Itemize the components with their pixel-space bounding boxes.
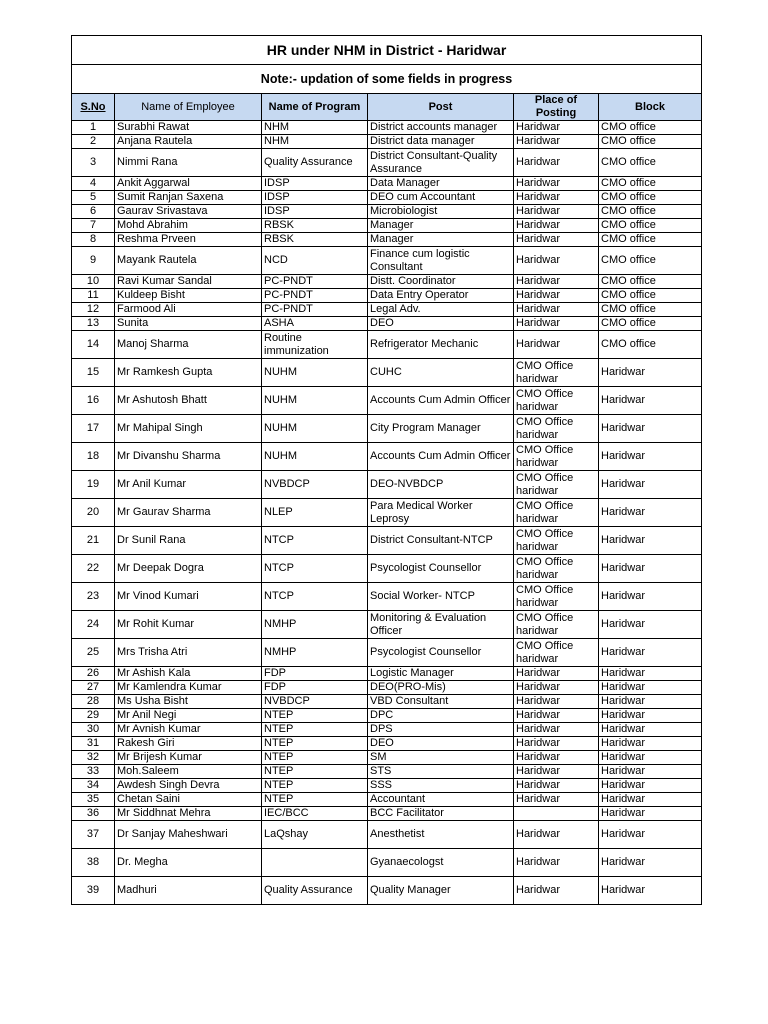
hr-table: [71, 35, 702, 905]
cell-block: Haridwar: [599, 611, 702, 639]
cell-employee-name: Mr Brijesh Kumar: [115, 751, 262, 765]
cell-post: Logistic Manager: [368, 667, 514, 681]
table-row: [72, 639, 702, 667]
cell-sno: 4: [72, 177, 115, 191]
cell-program: PC-PNDT: [262, 289, 368, 303]
cell-block: Haridwar: [599, 527, 702, 555]
cell-sno: 21: [72, 527, 115, 555]
cell-sno: 6: [72, 205, 115, 219]
cell-place-of-posting: Haridwar: [514, 205, 599, 219]
cell-block: CMO office: [599, 135, 702, 149]
cell-post: Finance cum logistic Consultant: [368, 247, 514, 275]
table-row: [72, 555, 702, 583]
cell-program: Quality Assurance: [262, 877, 368, 905]
cell-post: Accounts Cum Admin Officer: [368, 387, 514, 415]
cell-post: Microbiologist: [368, 205, 514, 219]
cell-post: Manager: [368, 233, 514, 247]
cell-program: RBSK: [262, 219, 368, 233]
cell-post: DEO cum Accountant: [368, 191, 514, 205]
cell-employee-name: Mr Divanshu Sharma: [115, 443, 262, 471]
cell-program: NCD: [262, 247, 368, 275]
cell-place-of-posting: Haridwar: [514, 821, 599, 849]
cell-employee-name: Mr Kamlendra Kumar: [115, 681, 262, 695]
table-row: [72, 359, 702, 387]
cell-post: SM: [368, 751, 514, 765]
cell-block: CMO office: [599, 149, 702, 177]
table-row: [72, 611, 702, 639]
cell-program: IDSP: [262, 191, 368, 205]
cell-employee-name: Mr Ashutosh Bhatt: [115, 387, 262, 415]
cell-place-of-posting: CMO Office haridwar: [514, 443, 599, 471]
table-row: [72, 499, 702, 527]
cell-sno: 24: [72, 611, 115, 639]
cell-post: District Consultant-Quality Assurance: [368, 149, 514, 177]
cell-sno: 39: [72, 877, 115, 905]
cell-employee-name: Mr Rohit Kumar: [115, 611, 262, 639]
cell-employee-name: Mr Mahipal Singh: [115, 415, 262, 443]
cell-sno: 16: [72, 387, 115, 415]
cell-program: RBSK: [262, 233, 368, 247]
cell-post: Quality Manager: [368, 877, 514, 905]
cell-sno: 10: [72, 275, 115, 289]
cell-employee-name: Anjana Rautela: [115, 135, 262, 149]
cell-block: CMO office: [599, 233, 702, 247]
cell-employee-name: Kuldeep Bisht: [115, 289, 262, 303]
cell-sno: 11: [72, 289, 115, 303]
cell-program: NUHM: [262, 387, 368, 415]
cell-sno: 7: [72, 219, 115, 233]
cell-program: NTEP: [262, 751, 368, 765]
sheet-title: HR under NHM in District - Haridwar: [72, 36, 702, 65]
table-row: [72, 751, 702, 765]
cell-place-of-posting: Haridwar: [514, 877, 599, 905]
cell-block: CMO office: [599, 219, 702, 233]
cell-employee-name: Moh.Saleem: [115, 765, 262, 779]
cell-employee-name: Nimmi Rana: [115, 149, 262, 177]
cell-program: IDSP: [262, 177, 368, 191]
cell-sno: 1: [72, 121, 115, 135]
cell-block: Haridwar: [599, 709, 702, 723]
cell-employee-name: Mr Anil Kumar: [115, 471, 262, 499]
cell-block: Haridwar: [599, 499, 702, 527]
table-row: [72, 667, 702, 681]
header-row: [72, 94, 702, 121]
table-row: [72, 275, 702, 289]
cell-place-of-posting: CMO Office haridwar: [514, 639, 599, 667]
cell-program: NHM: [262, 135, 368, 149]
cell-program: NUHM: [262, 359, 368, 387]
cell-employee-name: Sumit Ranjan Saxena: [115, 191, 262, 205]
cell-post: DEO-NVBDCP: [368, 471, 514, 499]
cell-program: [262, 849, 368, 877]
cell-program: LaQshay: [262, 821, 368, 849]
cell-employee-name: Mrs Trisha Atri: [115, 639, 262, 667]
cell-post: CUHC: [368, 359, 514, 387]
cell-sno: 33: [72, 765, 115, 779]
cell-employee-name: Farmood Ali: [115, 303, 262, 317]
cell-place-of-posting: Haridwar: [514, 737, 599, 751]
col-header-program[interactable]: Name of Program: [262, 94, 368, 121]
cell-post: DEO: [368, 737, 514, 751]
cell-employee-name: Mr Siddhnat Mehra: [115, 807, 262, 821]
table-row: [72, 709, 702, 723]
cell-program: PC-PNDT: [262, 303, 368, 317]
cell-block: Haridwar: [599, 583, 702, 611]
cell-employee-name: Ankit Aggarwal: [115, 177, 262, 191]
cell-program: NMHP: [262, 639, 368, 667]
table-row: [72, 317, 702, 331]
cell-block: Haridwar: [599, 695, 702, 709]
cell-block: Haridwar: [599, 877, 702, 905]
sheet-note: Note:- updation of some fields in progress: [72, 65, 702, 94]
cell-post: Data Entry Operator: [368, 289, 514, 303]
table-row: [72, 849, 702, 877]
cell-post: Psycologist Counsellor: [368, 555, 514, 583]
cell-block: Haridwar: [599, 807, 702, 821]
table-row: [72, 191, 702, 205]
cell-employee-name: Ms Usha Bisht: [115, 695, 262, 709]
cell-program: NTEP: [262, 779, 368, 793]
col-header-sno[interactable]: S.No: [72, 94, 115, 121]
cell-post: Monitoring & Evaluation Officer: [368, 611, 514, 639]
cell-program: FDP: [262, 681, 368, 695]
cell-post: Para Medical Worker Leprosy: [368, 499, 514, 527]
cell-program: NTCP: [262, 583, 368, 611]
cell-sno: 37: [72, 821, 115, 849]
cell-place-of-posting: Haridwar: [514, 751, 599, 765]
col-header-name[interactable]: Name of Employee: [115, 94, 262, 121]
cell-block: Haridwar: [599, 667, 702, 681]
table-row: [72, 121, 702, 135]
cell-program: NTEP: [262, 737, 368, 751]
cell-place-of-posting: Haridwar: [514, 191, 599, 205]
cell-sno: 14: [72, 331, 115, 359]
table-row: [72, 793, 702, 807]
cell-program: NTEP: [262, 765, 368, 779]
cell-block: CMO office: [599, 205, 702, 219]
table-row: [72, 233, 702, 247]
cell-block: Haridwar: [599, 359, 702, 387]
cell-post: District accounts manager: [368, 121, 514, 135]
cell-post: Accountant: [368, 793, 514, 807]
table-row: [72, 723, 702, 737]
cell-employee-name: Gaurav Srivastava: [115, 205, 262, 219]
cell-employee-name: Manoj Sharma: [115, 331, 262, 359]
table-row: [72, 779, 702, 793]
cell-block: Haridwar: [599, 765, 702, 779]
cell-place-of-posting: Haridwar: [514, 681, 599, 695]
cell-program: NHM: [262, 121, 368, 135]
cell-post: STS: [368, 765, 514, 779]
cell-block: CMO office: [599, 177, 702, 191]
cell-program: FDP: [262, 667, 368, 681]
cell-post: VBD Consultant: [368, 695, 514, 709]
cell-sno: 27: [72, 681, 115, 695]
cell-block: CMO office: [599, 121, 702, 135]
cell-place-of-posting: Haridwar: [514, 317, 599, 331]
cell-block: Haridwar: [599, 779, 702, 793]
cell-employee-name: Mr Vinod Kumari: [115, 583, 262, 611]
cell-employee-name: Dr Sunil Rana: [115, 527, 262, 555]
cell-place-of-posting: CMO Office haridwar: [514, 471, 599, 499]
col-header-place[interactable]: Place of Posting: [514, 94, 599, 121]
cell-sno: 20: [72, 499, 115, 527]
cell-sno: 9: [72, 247, 115, 275]
cell-post: Gyanaecologst: [368, 849, 514, 877]
cell-place-of-posting: Haridwar: [514, 723, 599, 737]
cell-post: Refrigerator Mechanic: [368, 331, 514, 359]
cell-block: Haridwar: [599, 415, 702, 443]
cell-place-of-posting: CMO Office haridwar: [514, 499, 599, 527]
cell-place-of-posting: CMO Office haridwar: [514, 387, 599, 415]
cell-sno: 18: [72, 443, 115, 471]
cell-employee-name: Mr Gaurav Sharma: [115, 499, 262, 527]
cell-program: NUHM: [262, 443, 368, 471]
cell-place-of-posting: Haridwar: [514, 709, 599, 723]
cell-sno: 29: [72, 709, 115, 723]
cell-place-of-posting: Haridwar: [514, 247, 599, 275]
col-header-post[interactable]: Post: [368, 94, 514, 121]
cell-place-of-posting: Haridwar: [514, 667, 599, 681]
cell-block: Haridwar: [599, 443, 702, 471]
cell-block: Haridwar: [599, 639, 702, 667]
cell-program: NVBDCP: [262, 695, 368, 709]
cell-program: NTEP: [262, 793, 368, 807]
cell-post: Manager: [368, 219, 514, 233]
cell-sno: 13: [72, 317, 115, 331]
cell-sno: 25: [72, 639, 115, 667]
cell-post: DEO: [368, 317, 514, 331]
cell-employee-name: Mohd Abrahim: [115, 219, 262, 233]
cell-block: Haridwar: [599, 821, 702, 849]
cell-employee-name: Mr Ashish Kala: [115, 667, 262, 681]
table-row: [72, 177, 702, 191]
table-row: [72, 765, 702, 779]
cell-sno: 30: [72, 723, 115, 737]
cell-sno: 38: [72, 849, 115, 877]
table-row: [72, 471, 702, 499]
cell-sno: 22: [72, 555, 115, 583]
cell-place-of-posting: CMO Office haridwar: [514, 611, 599, 639]
cell-post: District Consultant-NTCP: [368, 527, 514, 555]
cell-sno: 3: [72, 149, 115, 177]
table-row: [72, 443, 702, 471]
cell-sno: 28: [72, 695, 115, 709]
cell-program: IEC/BCC: [262, 807, 368, 821]
cell-program: ASHA: [262, 317, 368, 331]
cell-sno: 26: [72, 667, 115, 681]
cell-block: CMO office: [599, 331, 702, 359]
cell-program: NTCP: [262, 555, 368, 583]
cell-post: Legal Adv.: [368, 303, 514, 317]
cell-sno: 31: [72, 737, 115, 751]
cell-program: Quality Assurance: [262, 149, 368, 177]
cell-post: DPC: [368, 709, 514, 723]
cell-program: PC-PNDT: [262, 275, 368, 289]
cell-post: BCC Facilitator: [368, 807, 514, 821]
table-row: [72, 289, 702, 303]
cell-employee-name: Chetan Saini: [115, 793, 262, 807]
cell-place-of-posting: Haridwar: [514, 149, 599, 177]
cell-place-of-posting: Haridwar: [514, 233, 599, 247]
cell-block: Haridwar: [599, 555, 702, 583]
cell-block: CMO office: [599, 289, 702, 303]
cell-employee-name: Mayank Rautela: [115, 247, 262, 275]
cell-post: Data Manager: [368, 177, 514, 191]
cell-place-of-posting: Haridwar: [514, 219, 599, 233]
cell-post: Psycologist Counsellor: [368, 639, 514, 667]
table-row: [72, 527, 702, 555]
cell-post: DPS: [368, 723, 514, 737]
cell-block: Haridwar: [599, 737, 702, 751]
table-row: [72, 583, 702, 611]
cell-program: IDSP: [262, 205, 368, 219]
table-row: [72, 135, 702, 149]
cell-place-of-posting: [514, 807, 599, 821]
cell-program: NVBDCP: [262, 471, 368, 499]
cell-employee-name: Mr Deepak Dogra: [115, 555, 262, 583]
cell-employee-name: Madhuri: [115, 877, 262, 905]
table-row: [72, 303, 702, 317]
cell-employee-name: Reshma Prveen: [115, 233, 262, 247]
cell-place-of-posting: Haridwar: [514, 793, 599, 807]
cell-block: CMO office: [599, 317, 702, 331]
table-row: [72, 387, 702, 415]
cell-place-of-posting: CMO Office haridwar: [514, 555, 599, 583]
cell-post: DEO(PRO-Mis): [368, 681, 514, 695]
cell-employee-name: Awdesh Singh Devra: [115, 779, 262, 793]
cell-block: Haridwar: [599, 849, 702, 877]
cell-employee-name: Mr Anil Negi: [115, 709, 262, 723]
cell-program: NTCP: [262, 527, 368, 555]
cell-employee-name: Dr Sanjay Maheshwari: [115, 821, 262, 849]
cell-post: SSS: [368, 779, 514, 793]
cell-block: Haridwar: [599, 387, 702, 415]
cell-place-of-posting: Haridwar: [514, 849, 599, 877]
cell-place-of-posting: Haridwar: [514, 135, 599, 149]
table-row: [72, 737, 702, 751]
cell-employee-name: Surabhi Rawat: [115, 121, 262, 135]
cell-place-of-posting: CMO Office haridwar: [514, 527, 599, 555]
cell-place-of-posting: CMO Office haridwar: [514, 359, 599, 387]
cell-sno: 2: [72, 135, 115, 149]
cell-sno: 15: [72, 359, 115, 387]
col-header-block[interactable]: Block: [599, 94, 702, 121]
table-row: [72, 695, 702, 709]
cell-place-of-posting: Haridwar: [514, 331, 599, 359]
table-row: [72, 821, 702, 849]
table-row: [72, 807, 702, 821]
cell-block: CMO office: [599, 275, 702, 289]
cell-sno: 23: [72, 583, 115, 611]
cell-sno: 19: [72, 471, 115, 499]
table-row: [72, 331, 702, 359]
cell-program: NUHM: [262, 415, 368, 443]
cell-sno: 34: [72, 779, 115, 793]
cell-employee-name: Mr Ramkesh Gupta: [115, 359, 262, 387]
cell-block: Haridwar: [599, 471, 702, 499]
table-row: [72, 205, 702, 219]
cell-post: Distt. Coordinator: [368, 275, 514, 289]
table-row: [72, 247, 702, 275]
cell-employee-name: Mr Avnish Kumar: [115, 723, 262, 737]
cell-place-of-posting: CMO Office haridwar: [514, 415, 599, 443]
cell-block: CMO office: [599, 191, 702, 205]
cell-place-of-posting: Haridwar: [514, 177, 599, 191]
cell-place-of-posting: Haridwar: [514, 779, 599, 793]
cell-place-of-posting: Haridwar: [514, 765, 599, 779]
cell-place-of-posting: CMO Office haridwar: [514, 583, 599, 611]
cell-program: NMHP: [262, 611, 368, 639]
cell-program: NLEP: [262, 499, 368, 527]
cell-place-of-posting: Haridwar: [514, 289, 599, 303]
cell-sno: 35: [72, 793, 115, 807]
cell-block: Haridwar: [599, 723, 702, 737]
table-row: [72, 219, 702, 233]
cell-block: CMO office: [599, 247, 702, 275]
cell-program: NTEP: [262, 709, 368, 723]
cell-post: District data manager: [368, 135, 514, 149]
cell-block: Haridwar: [599, 681, 702, 695]
cell-place-of-posting: Haridwar: [514, 121, 599, 135]
cell-sno: 17: [72, 415, 115, 443]
cell-sno: 36: [72, 807, 115, 821]
cell-program: Routine immunization: [262, 331, 368, 359]
cell-sno: 5: [72, 191, 115, 205]
cell-employee-name: Rakesh Giri: [115, 737, 262, 751]
cell-employee-name: Sunita: [115, 317, 262, 331]
cell-sno: 12: [72, 303, 115, 317]
cell-employee-name: Ravi Kumar Sandal: [115, 275, 262, 289]
cell-post: Accounts Cum Admin Officer: [368, 443, 514, 471]
table-row: [72, 415, 702, 443]
cell-post: Anesthetist: [368, 821, 514, 849]
table-row: [72, 149, 702, 177]
cell-sno: 8: [72, 233, 115, 247]
cell-employee-name: Dr. Megha: [115, 849, 262, 877]
cell-block: CMO office: [599, 303, 702, 317]
cell-block: Haridwar: [599, 751, 702, 765]
cell-place-of-posting: Haridwar: [514, 695, 599, 709]
cell-post: City Program Manager: [368, 415, 514, 443]
cell-place-of-posting: Haridwar: [514, 275, 599, 289]
cell-program: NTEP: [262, 723, 368, 737]
cell-place-of-posting: Haridwar: [514, 303, 599, 317]
cell-sno: 32: [72, 751, 115, 765]
table-row: [72, 681, 702, 695]
cell-block: Haridwar: [599, 793, 702, 807]
cell-post: Social Worker- NTCP: [368, 583, 514, 611]
table-row: [72, 877, 702, 905]
